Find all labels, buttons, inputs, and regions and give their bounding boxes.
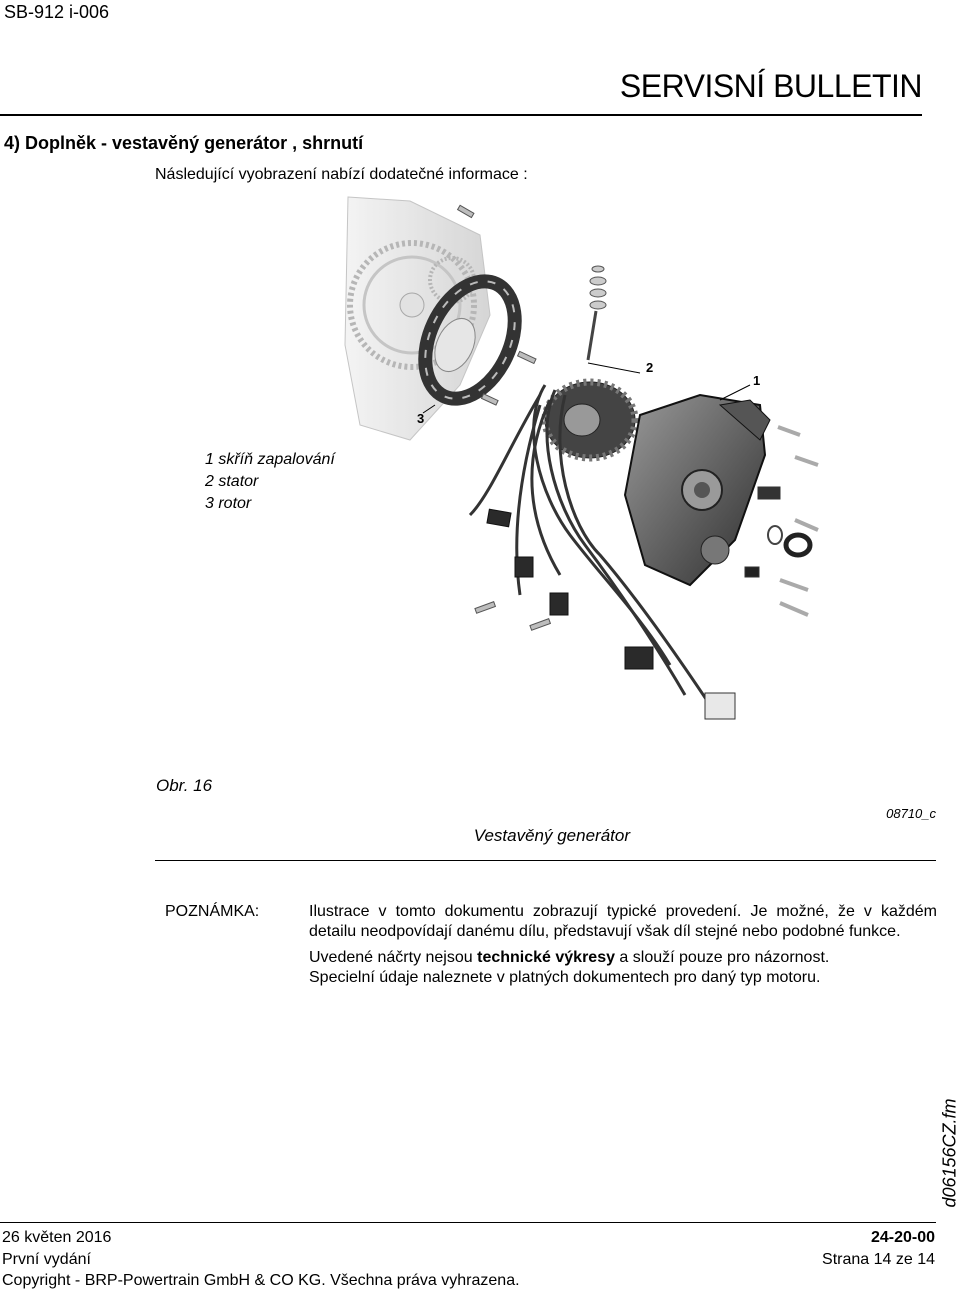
footer-chapter: 24-20-00	[870, 1229, 935, 1246]
figure-reference: 08710_c	[886, 806, 936, 821]
note-emphasis: technické výkresy	[477, 949, 615, 966]
callout-1	[720, 373, 760, 400]
bulletin-title: SERVISNÍ BULLETIN	[619, 68, 922, 104]
callout-2-label: 2	[646, 360, 654, 375]
note-label: POZNÁMKA:	[165, 903, 260, 920]
footer-date: 26 květen 2016	[2, 1229, 112, 1246]
generator-exploded-illustration	[340, 195, 840, 760]
legend-item: 3 rotor	[205, 495, 252, 512]
intro-text: Následující vyobrazení nabízí dodatečné informace :	[155, 166, 528, 183]
footer-rule	[0, 1222, 936, 1223]
note-paragraph	[309, 948, 937, 988]
note-text: a slouží pouze pro názornost.	[614, 949, 830, 966]
header-rule	[0, 114, 922, 116]
callout-2	[588, 360, 653, 375]
ignition-housing-drawing	[625, 395, 770, 585]
note-body	[309, 902, 937, 988]
note-text: Specielní údaje naleznete v platných dokumentech pro daný typ motoru.	[309, 969, 821, 986]
section-heading: 4) Doplněk - vestavěný generátor , shrnutí	[4, 133, 364, 153]
washer-stack-drawing	[588, 266, 606, 360]
file-name-text: d06156CZ.fm	[939, 1098, 960, 1208]
footer-page-number: Strana 14 ze 14	[822, 1251, 935, 1268]
legend-item: 2 stator	[205, 473, 259, 490]
note-paragraph: Ilustrace v tomto dokumentu zobrazují typické provedení. Je možné, že v každém detailu neodpovídají danému dílu, představují však díl stejné nebo podobné funkce.	[309, 903, 937, 940]
figure-caption: Vestavěný generátor	[473, 826, 630, 845]
note-text: Uvedené náčrty nejsou	[309, 949, 478, 966]
document-id: SB-912 i-006	[4, 2, 110, 22]
footer-copyright: Copyright - BRP-Powertrain GmbH & CO KG. Všechna práva vyhrazena.	[2, 1272, 520, 1289]
callout-1-label: 1	[753, 373, 761, 388]
callout-3-label: 3	[417, 411, 425, 426]
footer-edition: První vydání	[2, 1251, 91, 1268]
legend-item: 1 skříň zapalování	[205, 451, 335, 468]
file-name-label	[905, 1098, 960, 1208]
caption-rule	[155, 860, 936, 861]
figure-number: Obr. 16	[156, 776, 213, 795]
